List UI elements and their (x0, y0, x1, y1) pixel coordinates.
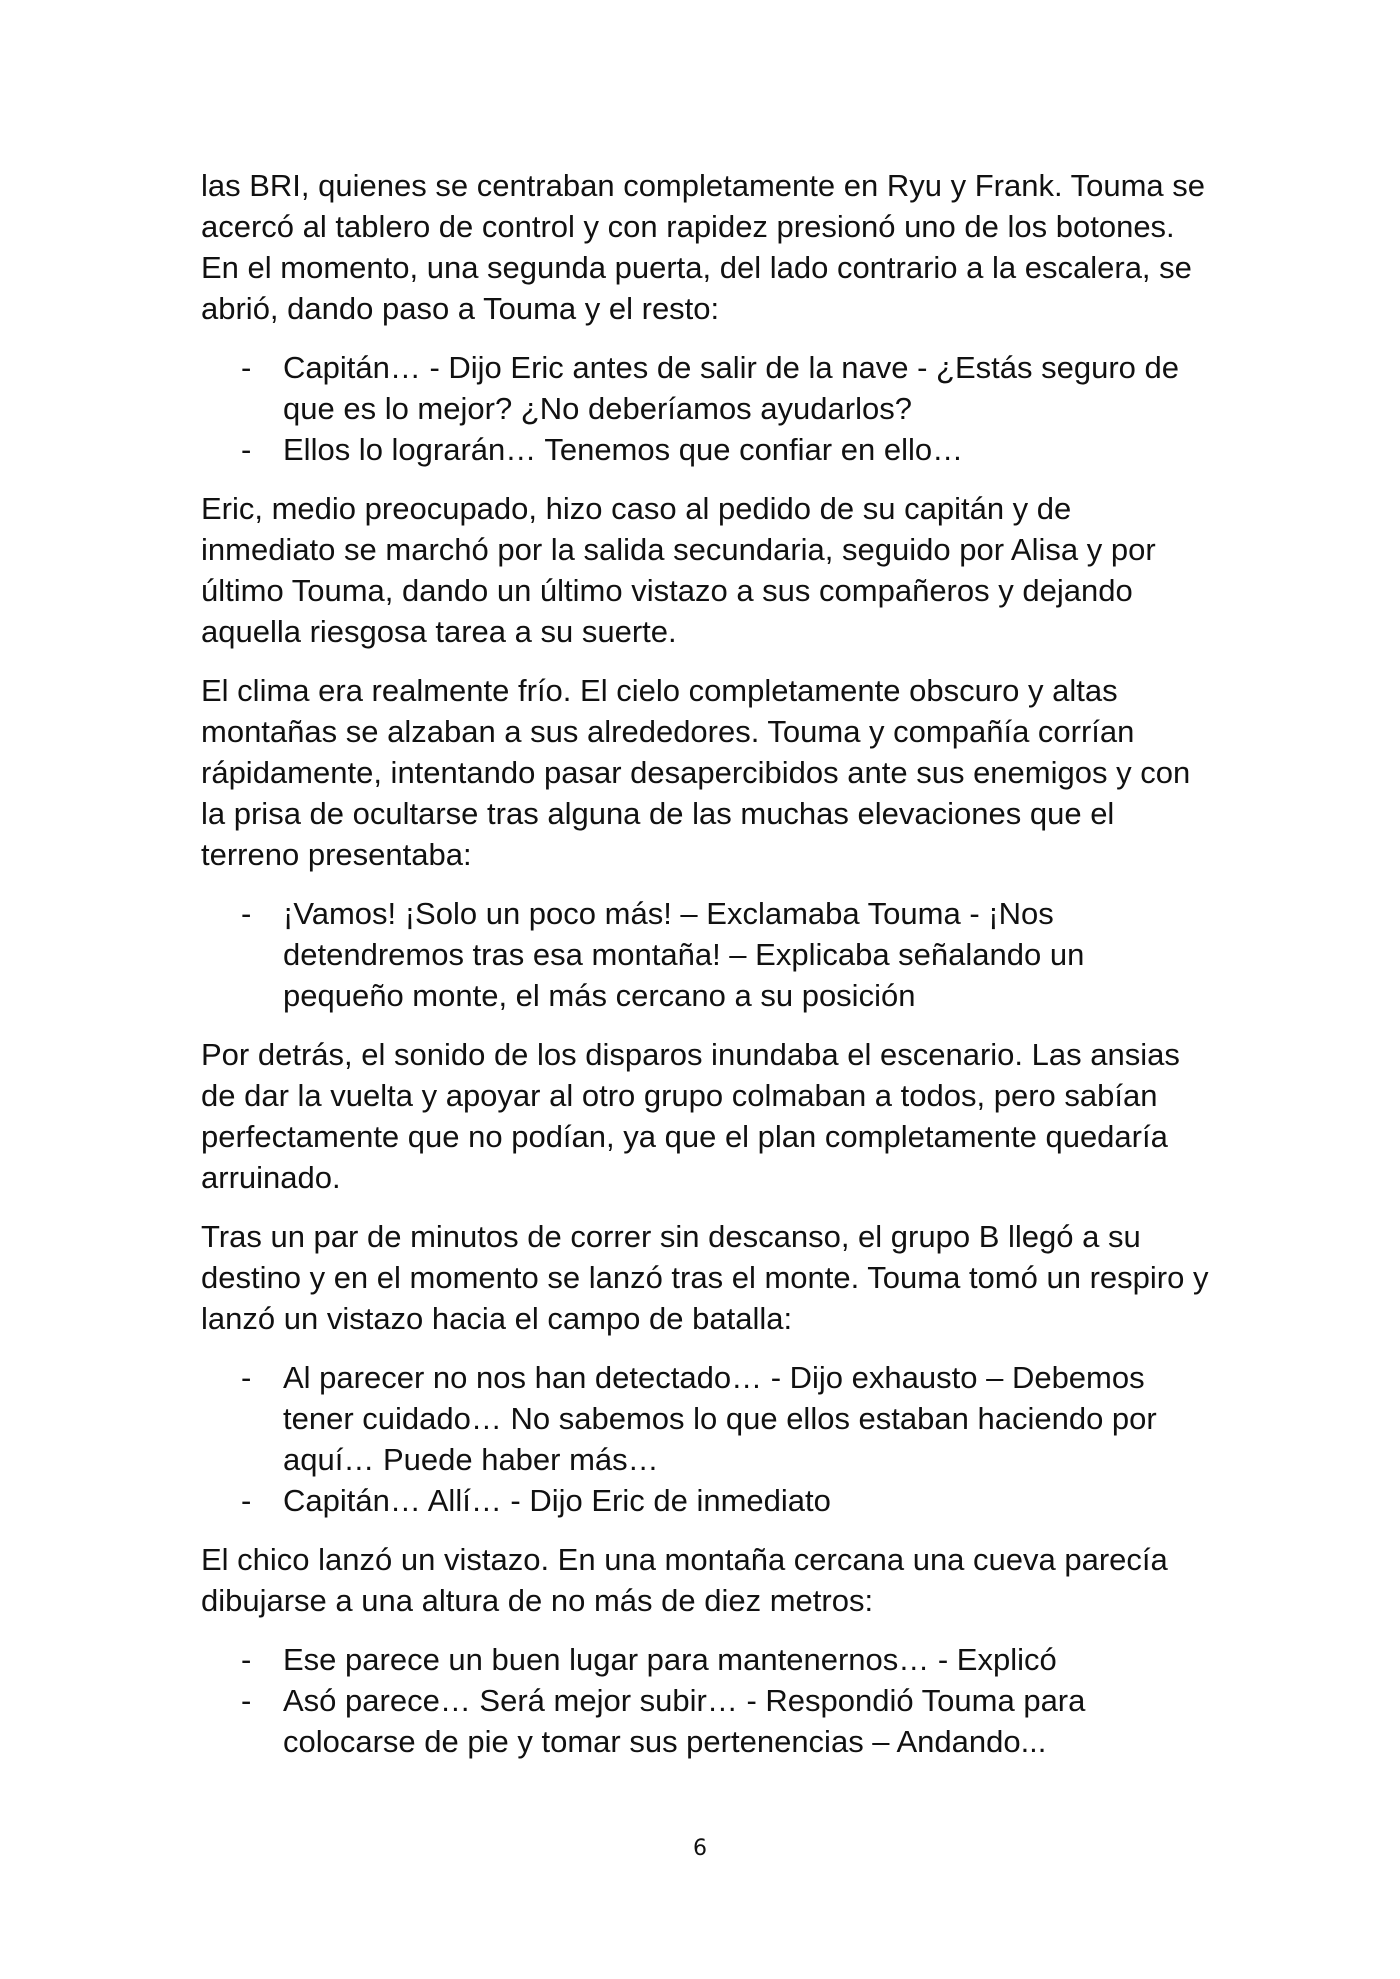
dialogue-line (201, 429, 1211, 470)
dialogue-list (201, 347, 1211, 470)
paragraph: Tras un par de minutos de correr sin descanso, el grupo B llegó a su destino y en el momento se lanzó tras el monte. Touma tomó un respiro y lanzó un vistazo hacia el campo de batalla: (201, 1219, 1209, 1336)
paragraph: Por detrás, el sonido de los disparos inundaba el escenario. Las ansias de dar la vuelta y apoyar al otro grupo colmaban a todos, pero sabían perfectamente que no podían, ya que el plan completamente quedaría arruinado. (201, 1037, 1180, 1195)
dialogue-line (201, 1357, 1211, 1480)
dialogue-text: Asó parece… Será mejor subir… - Respondió Touma para colocarse de pie y tomar sus pertenencias – Andando... (283, 1683, 1086, 1759)
dialogue-dash: - (241, 1360, 252, 1395)
dialogue-text: Ese parece un buen lugar para mantenernos… - Explicó (283, 1642, 1057, 1677)
dialogue-dash: - (241, 1483, 252, 1518)
paragraph: Eric, medio preocupado, hizo caso al pedido de su capitán y de inmediato se marchó por la salida secundaria, seguido por Alisa y por último Touma, dando un último vistazo a sus compañeros y dejando aquella riesgosa tarea a su suerte. (201, 491, 1156, 649)
paragraph: las BRI, quienes se centraban completamente en Ryu y Frank. Touma se acercó al tablero de control y con rapidez presionó uno de los botones. En el momento, una segunda puerta, del lado contrario a la escalera, se abrió, dando paso a Touma y el resto: (201, 168, 1206, 326)
dialogue-dash: - (241, 350, 252, 385)
dialogue-dash: - (241, 1642, 252, 1677)
dialogue-dash: - (241, 432, 252, 467)
dialogue-list (201, 1639, 1211, 1762)
paragraph: El chico lanzó un vistazo. En una montaña cercana una cueva parecía dibujarse a una altura de no más de diez metros: (201, 1542, 1168, 1618)
dialogue-text: Capitán… - Dijo Eric antes de salir de la nave - ¿Estás seguro de que es lo mejor? ¿No deberíamos ayudarlos? (283, 350, 1179, 426)
dialogue-text: Ellos lo lograrán… Tenemos que confiar en ello… (283, 432, 964, 467)
dialogue-list (201, 1357, 1211, 1521)
dialogue-list (201, 893, 1211, 1016)
dialogue-dash: - (241, 1683, 252, 1718)
page-number: 6 (693, 1836, 707, 1861)
dialogue-line (201, 893, 1211, 1016)
document-body (201, 165, 1211, 1780)
dialogue-text: ¡Vamos! ¡Solo un poco más! – Exclamaba Touma - ¡Nos detendremos tras esa montaña! – Explicaba señalando un pequeño monte, el más cercano a su posición (283, 896, 1085, 1013)
dialogue-line (201, 1639, 1211, 1680)
dialogue-line (201, 1480, 1211, 1521)
dialogue-text: Al parecer no nos han detectado… - Dijo exhausto – Debemos tener cuidado… No sabemos lo que ellos estaban haciendo por aquí… Puede haber más… (283, 1360, 1157, 1477)
dialogue-dash: - (241, 896, 252, 931)
paragraph: El clima era realmente frío. El cielo completamente obscuro y altas montañas se alzaban a sus alrededores. Touma y compañía corrían rápidamente, intentando pasar desapercibidos ante sus enemigos y con la prisa de ocultarse tras alguna de las muchas elevaciones que el terreno presentaba: (201, 673, 1191, 872)
dialogue-text: Capitán… Allí… - Dijo Eric de inmediato (283, 1483, 831, 1518)
dialogue-line (201, 347, 1211, 429)
dialogue-line (201, 1680, 1211, 1762)
